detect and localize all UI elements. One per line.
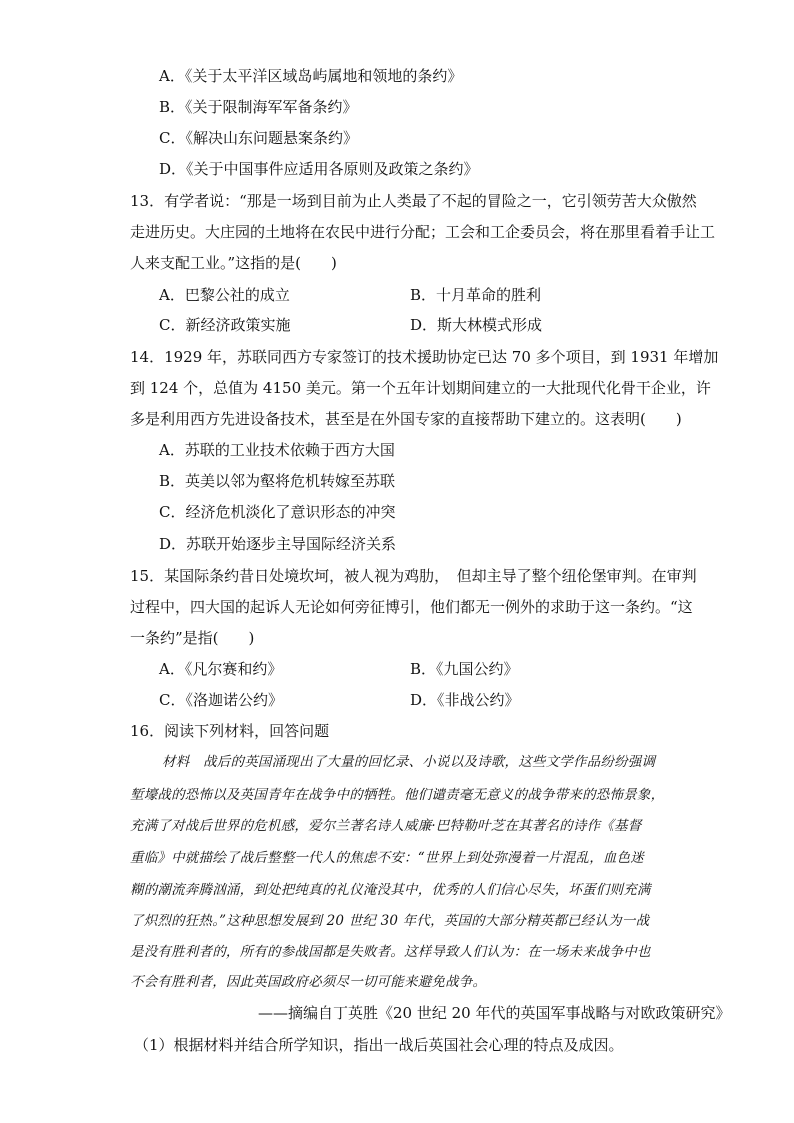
q15-option-a: A．《凡尔赛和约》 [159, 660, 283, 678]
q14-option-a: A．苏联的工业技术依赖于西方大国 [159, 441, 395, 459]
q15-option-d: D．《非战公约》 [410, 691, 520, 709]
q16-material-line-8: 不会有胜利者，因此英国政府必须尽一切可能来避免战争。 [130, 974, 487, 990]
q12-option-a: A．《关于太平洋区域岛屿属地和领地的条约》 [159, 67, 463, 85]
q13-option-b: B．十月革命的胜利 [410, 286, 542, 304]
q14-stem-line-2: 到 124 个，总值为 4150 美元。第一个五年计划期间建立的一大批现代化骨干企业，许 [130, 379, 711, 397]
q16-subquestion-1: （1）根据材料并结合所学知识，指出一战后英国社会心理的特点及成因。 [134, 1036, 624, 1054]
q14-option-b: B．英美以邻为壑将危机转嫁至苏联 [159, 472, 396, 490]
q16-source-citation: ——摘编自丁英胜《20 世纪 20 年代的英国军事战略与对欧政策研究》 [258, 1004, 731, 1022]
q14-option-d: D．苏联开始逐步主导国际经济关系 [159, 535, 397, 553]
q14-stem-line-3: 多是利用西方先进设备技术，甚至是在外国专家的直接帮助下建立的。这表明( ) [130, 410, 682, 428]
q16-material-line-2: 堑壕战的恐怖以及英国青年在战争中的牺牲。他们谴责毫无意义的战争带来的恐怖景象， [130, 787, 665, 803]
q16-material-line-7: 是没有胜利者的，所有的参战国都是失败者。这样导致人们认为：在一场未来战争中也 [130, 944, 651, 960]
q12-option-c: C．《解决山东问题悬案条约》 [159, 129, 358, 147]
q12-option-b: B．《关于限制海军军备条约》 [159, 98, 358, 116]
q15-stem-line-2: 过程中，四大国的起诉人无论如何旁征博引，他们都无一例外的求助于这一条约。“这 [130, 598, 693, 616]
q16-material-line-3: 充满了对战后世界的危机感，爱尔兰著名诗人威廉·巴特勒叶芝在其著名的诗作《基督 [130, 818, 642, 834]
q12-option-d: D．《关于中国事件应适用各原则及政策之条约》 [159, 160, 479, 178]
q15-stem-line-1: 15．某国际条约昔日处境坎坷，被人视为鸡肋， 但却主导了整个纽伦堡审判。在审判 [130, 567, 697, 585]
q15-option-b: B．《九国公约》 [410, 660, 519, 678]
q16-material-line-5: 糊的潮流奔腾汹涌，到处把纯真的礼仪淹没其中，优秀的人们信心尽失，坏蛋们则充满 [130, 882, 651, 898]
q15-option-c: C．《洛迦诺公约》 [159, 691, 283, 709]
q13-option-c: C．新经济政策实施 [159, 316, 291, 334]
q16-material-line-1: 材料 战后的英国涌现出了大量的回忆录、小说以及诗歌，这些文学作品纷纷强调 [162, 754, 656, 770]
q13-stem-line-3: 人来支配工业。”这指的是( ) [130, 254, 337, 272]
q13-stem-line-1: 13．有学者说：“那是一场到目前为止人类最了不起的冒险之一，它引领劳苦大众傲然 [130, 192, 697, 210]
q14-stem-line-1: 14．1929 年，苏联同西方专家签订的技术援助协定已达 70 多个项目，到 1931 年增加 [130, 348, 719, 366]
q14-option-c: C．经济危机淡化了意识形态的冲突 [159, 503, 396, 521]
q13-stem-line-2: 走进历史。大庄园的土地将在农民中进行分配；工会和工企委员会，将在那里看着手让工 [130, 223, 716, 241]
q16-material-line-4: 重临》中就描绘了战后整整一代人的焦虑不安：“世界上到处弥漫着一片混乱，血色迷 [130, 850, 645, 866]
q16-stem: 16．阅读下列材料，回答问题 [130, 722, 330, 740]
q13-option-d: D．斯大林模式形成 [410, 316, 543, 334]
q13-option-a: A．巴黎公社的成立 [159, 286, 290, 304]
q16-material-line-6: 了炽烈的狂热。”这种思想发展到 20 世纪 30 年代，英国的大部分精英都已经认为一战 [130, 913, 650, 929]
q15-stem-line-3: 一条约”是指( ) [130, 629, 255, 647]
